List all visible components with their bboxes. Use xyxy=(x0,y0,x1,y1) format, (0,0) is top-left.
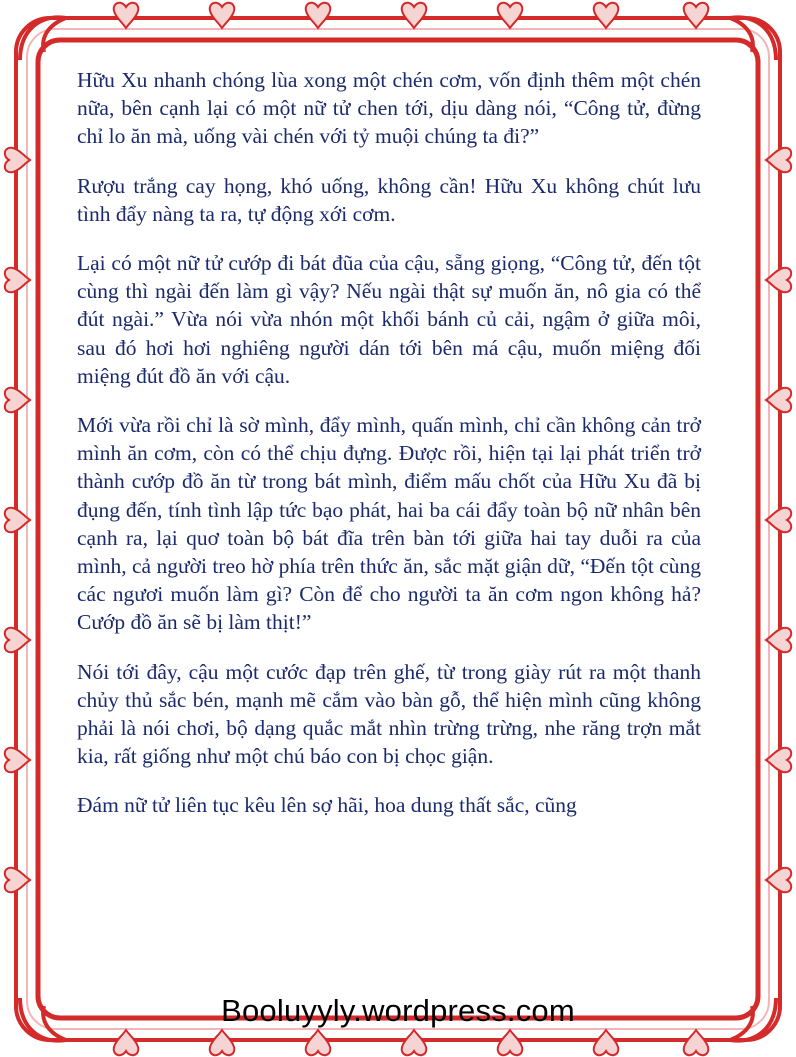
paragraph-4: Mới vừa rồi chỉ là sờ mình, đẩy mình, quấn mình, chỉ cần không cản trở mình ăn cơm, còn có thể chịu đựng. Được rồi, hiện tại lại phát triển trở thành cướp đồ ăn từ trong bát mình, điểm mấu chốt của Hữu Xu đã bị đụng đến, tính tình lập tức bạo phát, hai ba cái đẩy toàn bộ nữ nhân bên cạnh ra, lại quơ toàn bộ bát đĩa trên bàn tới giữa hai tay duỗi ra của mình, cả người treo hờ phía trên thức ăn, sắc mặt giận dữ, “Đến tột cùng các ngươi muốn làm gì? Còn để cho người ta ăn cơm ngon không hả? Cướp đồ ăn sẽ bị làm thịt!” xyxy=(77,413,701,635)
chapter-text xyxy=(77,66,701,841)
paragraph-6: Đám nữ tử liên tục kêu lên sợ hãi, hoa dung thất sắc, cũng xyxy=(77,793,577,818)
watermark-url: Booluyyly.wordpress.com xyxy=(221,993,575,1028)
paragraph-5: Nói tới đây, cậu một cước đạp trên ghế, từ trong giày rút ra một thanh chủy thủ sắc bén, mạnh mẽ cắm vào bàn gỗ, thể hiện mình cũng không phải là nói chơi, bộ dạng quắc mắt nhìn trừng trừng, nhe răng trợn mắt kia, rất giống như một chú báo con bị chọc giận. xyxy=(77,659,701,769)
paragraph-1: Hữu Xu nhanh chóng lùa xong một chén cơm, vốn định thêm một chén nữa, bên cạnh lại có một nữ tử chen tới, dịu dàng nói, “Công tử, đừng chỉ lo ăn mà, uống vài chén với tỷ muội chúng ta đi?” xyxy=(77,68,701,149)
paragraph-2: Rượu trắng cay họng, khó uống, không cần! Hữu Xu không chút lưu tình đẩy nàng ta ra, tự động xới cơm. xyxy=(77,173,701,226)
paragraph-3: Lại có một nữ tử cướp đi bát đũa của cậu, sẵng giọng, “Công tử, đến tột cùng thì ngài đến làm gì vậy? Nếu ngài thật sự muốn ăn, nô gia có thể đút ngài.” Vừa nói vừa nhón một khối bánh củ cải, ngậm ở giữa môi, sau đó hơi hơi nghiêng người dán tới bên má cậu, muốn miệng đối miệng đút đồ ăn với cậu. xyxy=(77,251,701,388)
